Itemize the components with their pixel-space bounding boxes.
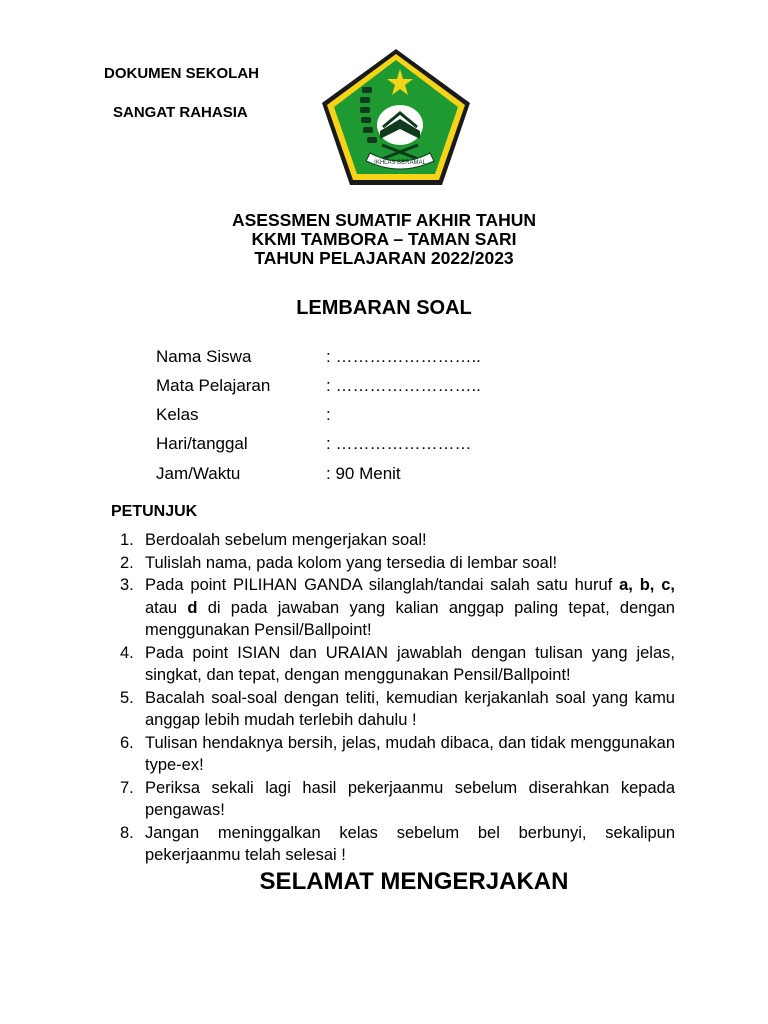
item-number: 4. — [120, 643, 134, 662]
item-text: Tulisan hendaknya bersih, jelas, mudah dibaca, dan tidak menggunakan type-ex! — [145, 733, 675, 774]
item-text: Pada point PILIHAN GANDA silanglah/tandai salah satu huruf a, b, c, atau d di pada jawaban yang kalian anggap paling tepat, dengan menggunakan Pensil/Ballpoint! — [145, 576, 675, 639]
field-label: Nama Siswa — [156, 347, 252, 366]
item-text: Berdoalah sebelum mengerjakan soal! — [145, 531, 427, 549]
instructions-heading: PETUNJUK — [111, 503, 198, 520]
field-label: Hari/tanggal — [156, 434, 248, 453]
instructions-list — [120, 529, 675, 867]
item-text: Periksa sekali lagi hasil pekerjaanmu sebelum diserahkan kepada pengawas! — [145, 778, 675, 819]
item-number: 5. — [120, 688, 134, 707]
item-number: 7. — [120, 778, 134, 797]
item-text: Jangan meninggalkan kelas sebelum bel berbunyi, sekalipun pekerjaanmu telah selesai ! — [145, 823, 675, 864]
field-value: : …………………….. — [326, 376, 481, 395]
confidential-label: SANGAT RAHASIA — [113, 104, 248, 121]
field-label: Kelas — [156, 405, 199, 424]
field-value: : — [326, 405, 331, 424]
field-value: : …………………….. — [326, 347, 481, 366]
document-label: DOKUMEN SEKOLAH — [104, 65, 260, 82]
field-label: Mata Pelajaran — [156, 376, 271, 395]
list-item — [120, 642, 675, 687]
organizer-title: KKMI TAMBORA – TAMAN SARI — [251, 229, 517, 249]
list-item — [120, 552, 675, 575]
item-number: 6. — [120, 733, 134, 752]
closing-message: SELAMAT MENGERJAKAN — [259, 868, 569, 895]
field-label: Jam/Waktu — [156, 464, 241, 483]
kemenag-emblem-icon — [320, 47, 472, 187]
item-number: 1. — [120, 531, 134, 549]
field-value: : …………………… — [326, 434, 472, 453]
list-item — [120, 777, 675, 822]
list-item — [120, 822, 675, 867]
assessment-title: ASESSMEN SUMATIF AKHIR TAHUN — [232, 210, 536, 230]
item-text: Tulislah nama, pada kolom yang tersedia di lembar soal! — [145, 553, 558, 572]
item-text: Bacalah soal-soal dengan teliti, kemudian kerjakanlah soal yang kamu anggap lebih mudah terlebih dahulu ! — [145, 688, 675, 729]
list-item — [120, 529, 675, 552]
list-item — [120, 732, 675, 777]
item-number: 8. — [120, 823, 134, 842]
field-value: : 90 Menit — [326, 464, 401, 483]
item-number: 2. — [120, 553, 134, 572]
school-year-title: TAHUN PELAJARAN 2022/2023 — [254, 248, 514, 268]
list-item — [120, 687, 675, 732]
item-text: Pada point ISIAN dan URAIAN jawablah dengan tulisan yang jelas, singkat, dan tepat, dengan menggunakan Pensil/Ballpoint! — [145, 643, 675, 684]
list-item — [120, 574, 675, 642]
sheet-title: LEMBARAN SOAL — [296, 297, 472, 319]
item-number: 3. — [120, 576, 134, 594]
svg-text:IKHLAS BERAMAL: IKHLAS BERAMAL — [374, 160, 426, 166]
